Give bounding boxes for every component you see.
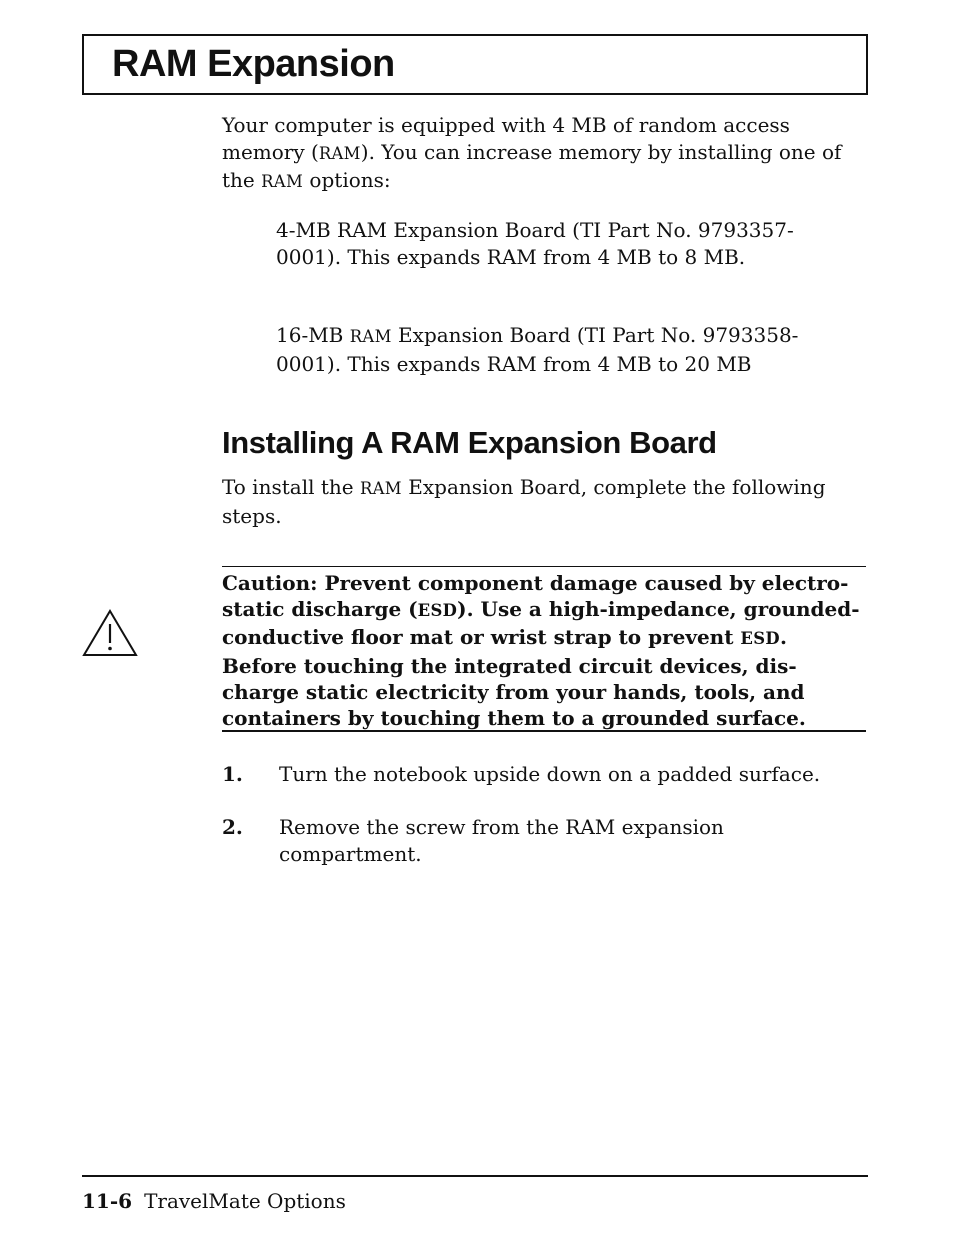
- caution-text: [222, 570, 866, 731]
- footer-title: TravelMate Options: [144, 1189, 346, 1213]
- step-text: Remove the screw from the RAM expansion compartment.: [279, 815, 724, 866]
- page-title: RAM Expansion: [112, 43, 395, 85]
- intro-abbr: RAM: [318, 143, 361, 163]
- option-item: [276, 217, 856, 270]
- page-footer: [82, 1188, 346, 1214]
- intro-paragraph: [222, 112, 862, 196]
- option-text: 4-MB RAM Expansion Board (TI Part No. 9793357-0001). This expands RAM from 4 MB to 8 MB.: [276, 218, 794, 269]
- intro-text: ). You can increase memory by installing one of the: [222, 139, 842, 192]
- caution-divider-bottom: [222, 730, 866, 732]
- intro-text: options:: [303, 168, 391, 192]
- option-text: Expansion Board (TI Part No. 9793358-0001). This expands RAM from 4 MB to 20 MB: [276, 323, 799, 376]
- title-box: [82, 34, 868, 95]
- step-number: 1.: [222, 762, 243, 786]
- caution-divider-top: [222, 566, 866, 567]
- step-number: 2.: [222, 815, 243, 839]
- intro-text: Your computer is equipped with 4 MB of random access memory (: [222, 113, 790, 164]
- footer-divider: [82, 1175, 868, 1177]
- option-text: 16-MB: [276, 323, 350, 347]
- caution-part: ). Use a high-impedance, grounded-conductive floor mat or wrist strap to prevent: [222, 597, 860, 650]
- caution-abbr: ESD: [417, 601, 458, 621]
- section-intro-text: Expansion Board, complete the following steps.: [222, 475, 826, 528]
- caution-part: . Before touching the integrated circuit devices, dis-charge static electricity from your hands, tools, and containers by touching them to a grounded surface.: [222, 625, 806, 731]
- option-item: [276, 322, 856, 377]
- option-abbr: RAM: [349, 327, 392, 346]
- intro-abbr: RAM: [261, 172, 304, 191]
- page-number: 11-6: [82, 1189, 133, 1213]
- step-text: Turn the notebook upside down on a padded surface.: [279, 762, 821, 786]
- section-intro-text: To install the: [222, 475, 360, 499]
- warning-triangle-icon: [82, 608, 138, 658]
- section-intro-abbr: RAM: [359, 479, 402, 498]
- caution-part: Caution: Prevent component damage caused by electro-static discharge (: [222, 571, 849, 622]
- section-heading: Installing A RAM Expansion Board: [222, 425, 717, 460]
- section-intro: [222, 474, 864, 529]
- caution-abbr: ESD: [740, 629, 780, 649]
